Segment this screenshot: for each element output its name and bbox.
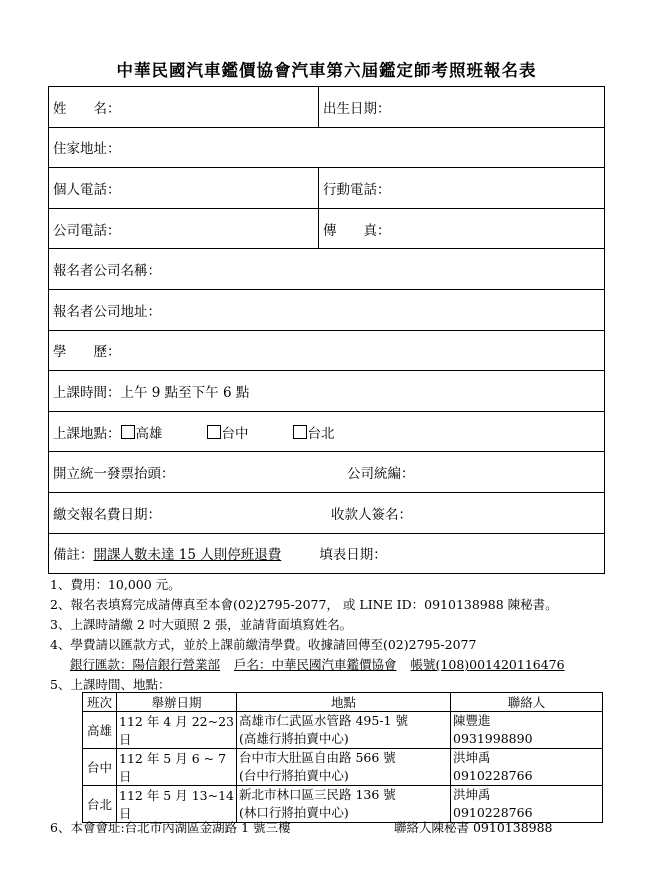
contact-phone: 0910228766 xyxy=(453,768,533,783)
contact-name: 洪坤禹 xyxy=(453,750,491,765)
contact-name: 洪坤禹 xyxy=(453,787,491,802)
note-fax: 2、報名表填寫完成請傳真至本會(02)2795-2077， 或 LINE ID：0910138988 陳秘書。 xyxy=(50,597,558,612)
row-venue: (台中行將拍賣中心) xyxy=(239,768,349,783)
header-location: 地點 xyxy=(237,693,451,712)
row-contact xyxy=(451,749,603,786)
kaohsiung-label: 高雄 xyxy=(135,425,163,442)
page-title: 中華民國汽車鑑價協會汽車第六屆鑑定師考照班報名表 xyxy=(116,61,537,80)
company-address-field[interactable]: 報名者公司地址： xyxy=(49,289,605,330)
table-row xyxy=(83,786,603,823)
row-class: 台北 xyxy=(83,786,117,823)
personal-phone-field[interactable]: 個人電話： xyxy=(49,168,319,209)
fax-field[interactable]: 傳 真： xyxy=(319,208,605,249)
contact-phone: 0931998890 xyxy=(453,731,533,746)
receiver-signature-field[interactable]: 收款人簽名： xyxy=(331,506,412,523)
note-payment: 4、學費請以匯款方式，並於上課前繳清學費。收據請回傳至(02)2795-2077 xyxy=(50,637,477,652)
table-row xyxy=(83,749,603,786)
class-time-row: 上課時間：上午 9 點至下午 6 點 xyxy=(49,371,605,412)
note-fee: 1、費用：10,000 元。 xyxy=(50,577,181,592)
row-class: 台中 xyxy=(83,749,117,786)
row-location xyxy=(237,749,451,786)
invoice-title-field[interactable]: 開立統一發票抬頭： xyxy=(53,466,175,483)
home-address-field[interactable]: 住家地址： xyxy=(49,127,605,168)
header-contact: 聯絡人 xyxy=(451,693,603,712)
payment-row xyxy=(49,492,605,533)
class-location-row xyxy=(49,411,605,452)
remark-row xyxy=(49,533,605,574)
location-label: 上課地點： xyxy=(53,425,121,442)
payment-date-field[interactable]: 繳交報名費日期： xyxy=(53,506,161,523)
note-photo: 3、上課時請繳 2 吋大頭照 2 張，並請背面填寫姓名。 xyxy=(50,617,353,632)
fill-date-field[interactable]: 填表日期： xyxy=(319,547,387,564)
remark-text: 開課人數未達 15 人則停班退費 xyxy=(93,547,282,564)
bank-name: 銀行匯款：陽信銀行營業部 xyxy=(70,657,221,672)
contact-name: 陳豐進 xyxy=(453,713,491,728)
taichung-checkbox[interactable] xyxy=(207,425,221,439)
bank-info xyxy=(50,655,650,675)
taichung-label: 台中 xyxy=(221,425,249,442)
row-venue: (林口行將拍賣中心) xyxy=(239,805,349,820)
contact-phone: 0910228766 xyxy=(453,805,533,820)
schedule-table xyxy=(82,692,603,823)
birth-date-field[interactable]: 出生日期： xyxy=(319,87,605,128)
row-address: 高雄市仁武區水管路 495-1 號 xyxy=(239,713,408,728)
row-location xyxy=(237,712,451,749)
tax-id-field[interactable]: 公司統編： xyxy=(347,466,415,483)
kaohsiung-checkbox[interactable] xyxy=(121,425,135,439)
registration-form xyxy=(48,86,605,574)
header-date: 舉辦日期 xyxy=(117,693,237,712)
office-contact: 聯絡人陳秘書 0910138988 xyxy=(394,820,553,835)
education-field[interactable]: 學 歷： xyxy=(49,330,605,371)
row-date: 112 年 5 月 13~14 日 xyxy=(117,786,237,823)
row-address: 新北市林口區三民路 136 號 xyxy=(239,787,396,802)
note-schedule: 5、上課時間、地點： xyxy=(50,677,171,692)
mobile-phone-field[interactable]: 行動電話： xyxy=(319,168,605,209)
row-class: 高雄 xyxy=(83,712,117,749)
row-contact xyxy=(451,712,603,749)
office-phone-field[interactable]: 公司電話： xyxy=(49,208,319,249)
account-number: 帳號(108)001420116476 xyxy=(410,657,565,672)
row-contact xyxy=(451,786,603,823)
row-location xyxy=(237,786,451,823)
row-date: 112 年 4 月 22~23 日 xyxy=(117,712,237,749)
office-address: 6、本會會址:台北市內湖區金湖路 1 號三樓 xyxy=(50,820,291,835)
row-venue: (高雄行將拍賣中心) xyxy=(239,731,349,746)
invoice-row xyxy=(49,452,605,493)
row-date: 112 年 5 月 6 ~ 7 日 xyxy=(117,749,237,786)
notes xyxy=(50,575,650,695)
footer xyxy=(50,818,610,836)
table-row xyxy=(83,712,603,749)
header-class: 班次 xyxy=(83,693,117,712)
taipei-label: 台北 xyxy=(307,425,335,442)
account-name: 戶名：中華民國汽車鑑價協會 xyxy=(234,657,397,672)
row-address: 台中市大肚區自由路 566 號 xyxy=(239,750,396,765)
remark-label: 備註： xyxy=(53,547,94,564)
taipei-checkbox[interactable] xyxy=(293,425,307,439)
company-name-field[interactable]: 報名者公司名稱： xyxy=(49,249,605,290)
name-field[interactable]: 姓 名： xyxy=(49,87,319,128)
